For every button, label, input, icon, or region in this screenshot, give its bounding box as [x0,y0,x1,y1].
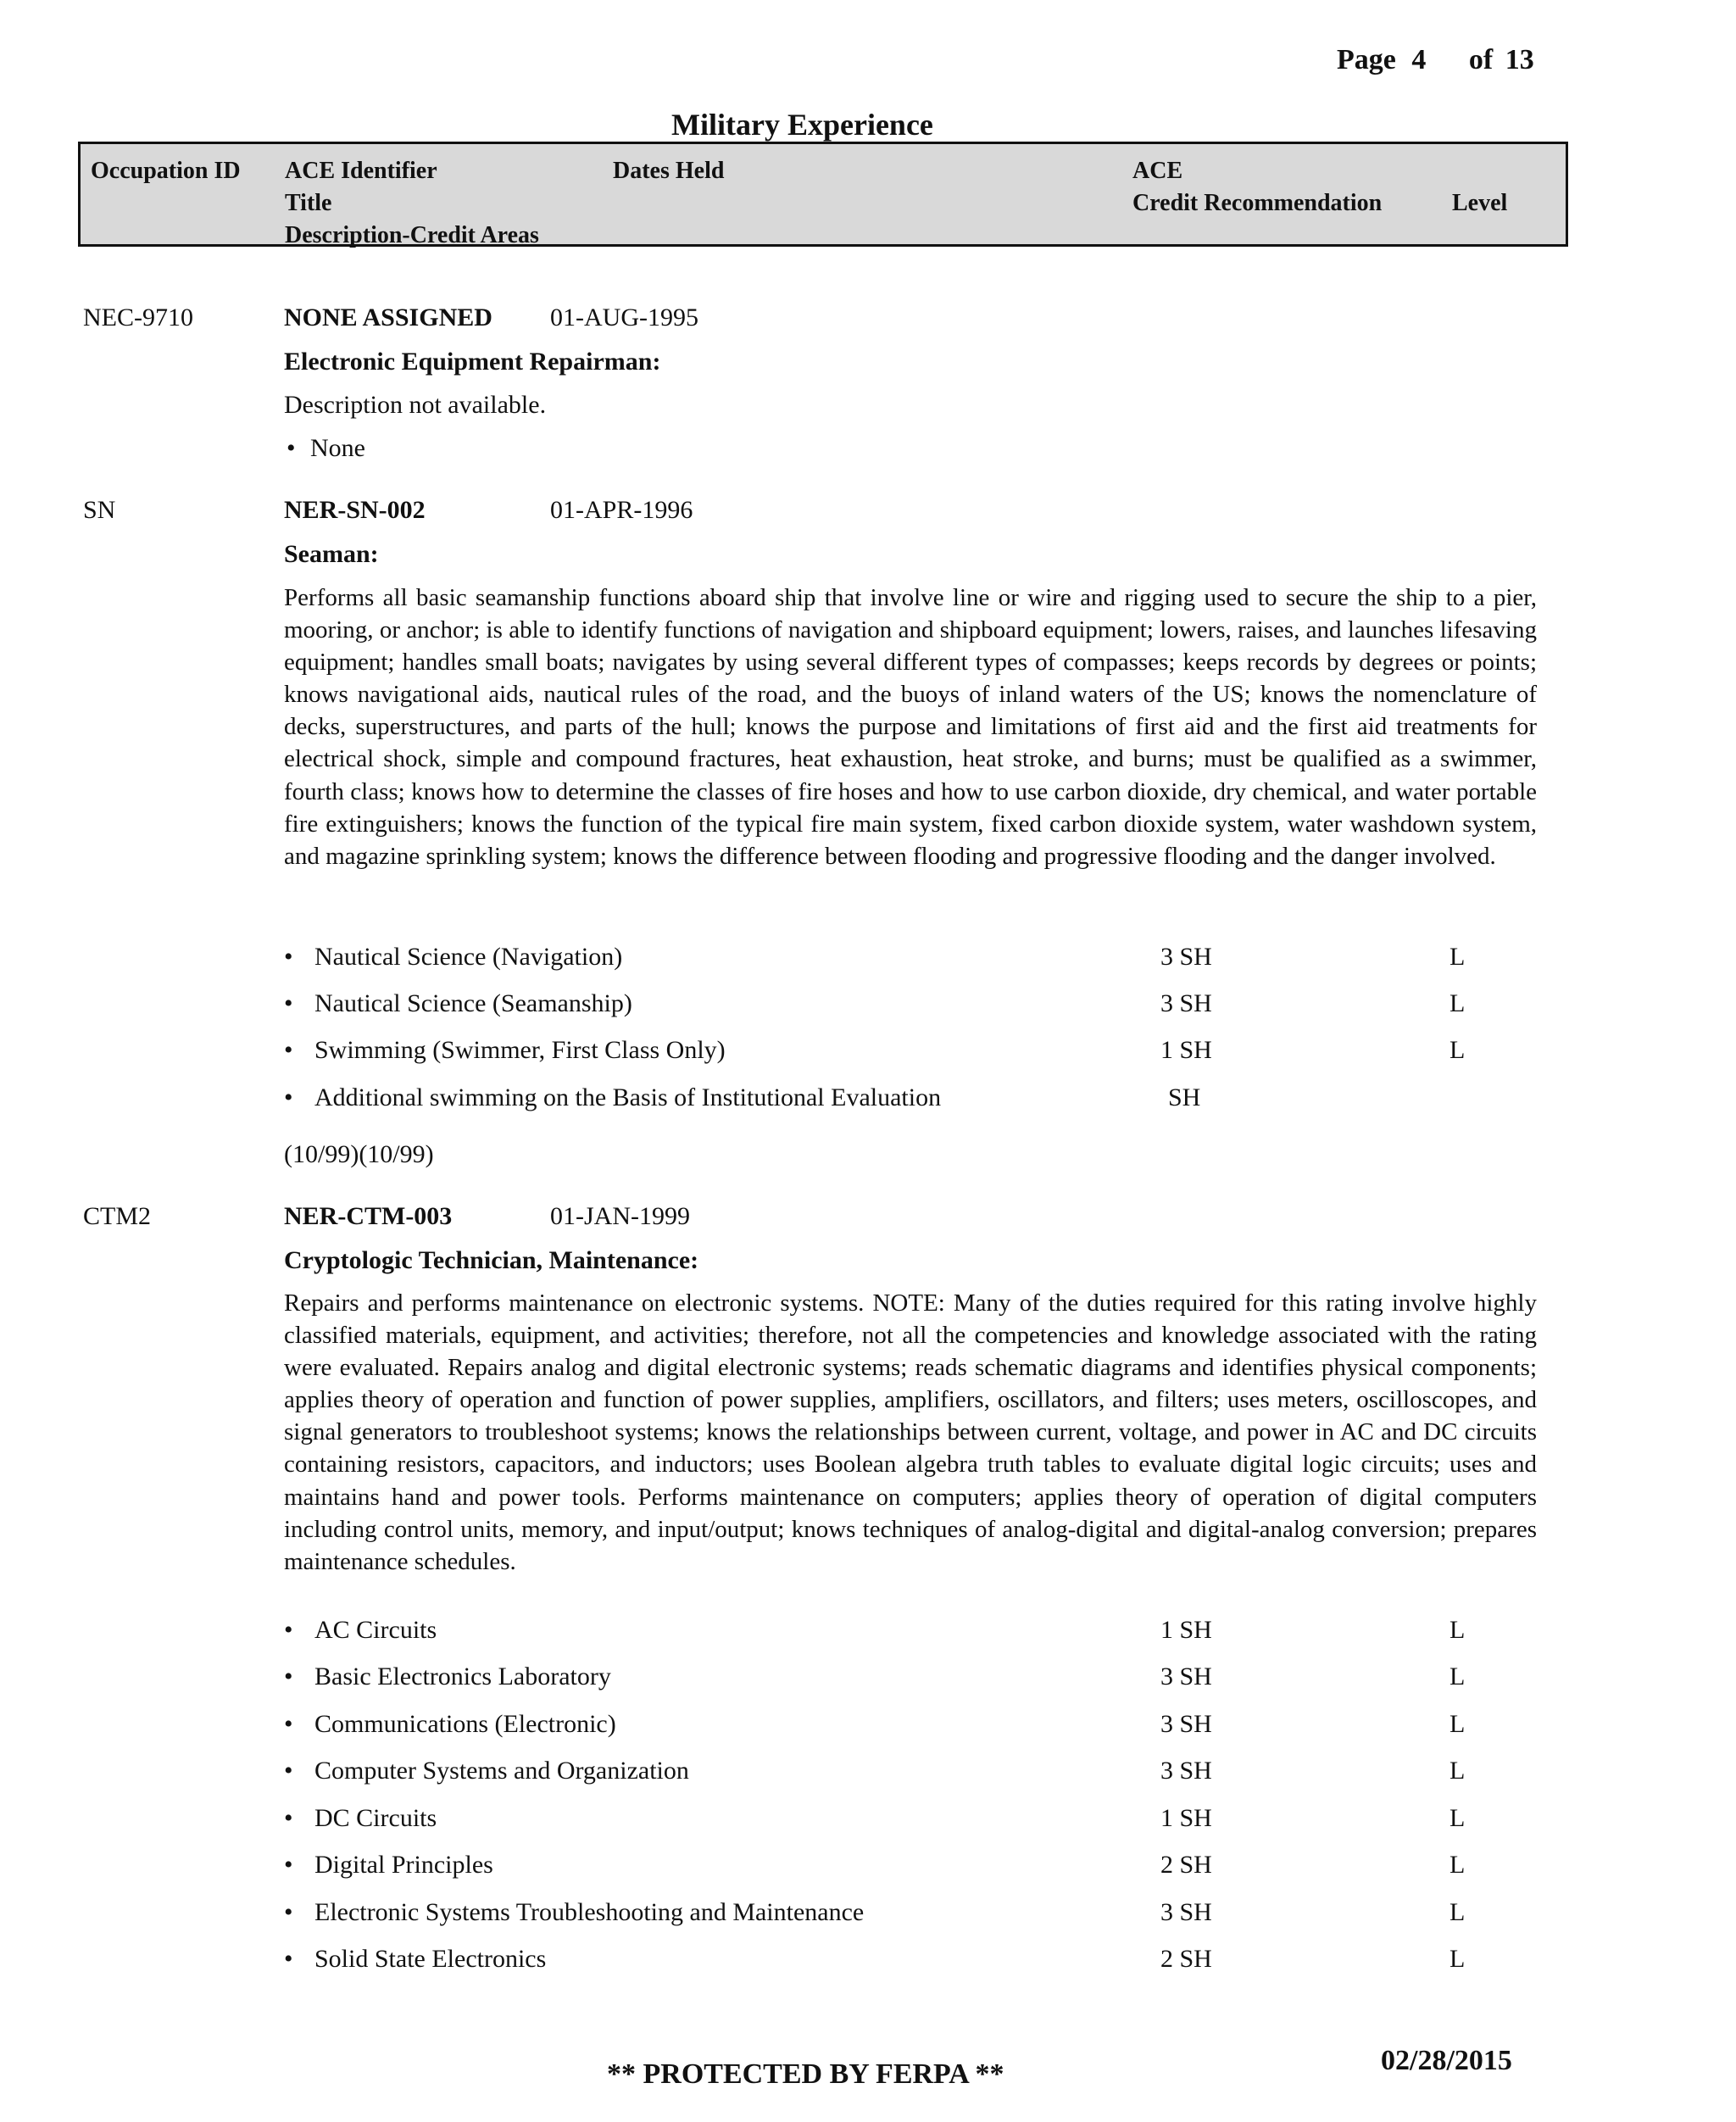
bullet-dot: • [284,943,293,971]
header-level: Level [1452,190,1508,216]
page-label: Page [1337,44,1396,75]
date-held: 01-APR-1996 [550,496,693,524]
header-title: Title [285,190,332,216]
bullet-dot: • [284,1710,293,1738]
occupation-id: SN [83,496,116,524]
credit-recommendation: 3 SH [1160,1663,1212,1690]
credit-area-name: Additional swimming on the Basis of Institutional Evaluation [314,1083,942,1111]
ace-identifier: NER-SN-002 [284,496,426,524]
occupation-title: Seaman: [284,540,379,568]
credit-area-row [284,943,1555,977]
credit-recommendation: 1 SH [1160,1036,1212,1064]
page-of-label: of [1468,44,1494,75]
occupation-title: Electronic Equipment Repairman: [284,348,661,376]
credit-area-name: AC Circuits [314,1616,437,1644]
credit-recommendation: 3 SH [1160,1710,1212,1738]
credit-level: L [1449,1945,1466,1973]
ace-identifier: NONE ASSIGNED [284,304,492,331]
header-occupation-id: Occupation ID [91,158,241,184]
bullet-dot: • [284,1036,293,1064]
credit-level: L [1449,1851,1466,1879]
credit-area-name: Communications (Electronic) [314,1710,616,1738]
credit-area-name: Digital Principles [314,1851,493,1879]
credit-area-row [284,1663,1555,1696]
credit-level: L [1449,1804,1466,1832]
credit-level: L [1449,943,1466,971]
bullet-dot: • [284,1898,293,1926]
description: Performs all basic seamanship functions aboard ship that involve line or wire and rigging used to secure the ship to a pier, mooring, or anchor; is able to identify functions of navigation and shipboard equipment; lowers, raises, and launches lifesaving equipment; handles small boats; navigates by using several different types of compasses; keeps records by degrees or points; knows navigational aids, nautical rules of the road, and the buoys of inland waters of the US; knows the nomenclature of decks, superstructures, and parts of the hull; knows the purpose and limitations of first aid and the first aid treatments for electrical shock, simple and compound fractures, heat exhaustion, heat stroke, and burns; must be qualified as a swimmer, fourth class; knows how to determine the classes of fire hoses and how to use carbon dioxide, dry chemical, and water portable fire extinguishers; knows the function of the typical fire main system, fixed carbon dioxide system, water washdown system, and magazine sprinkling system; knows the difference between flooding and progressive flooding and the danger involved. [284,584,1537,870]
bullet-dot: • [284,1804,293,1832]
credit-area-name: Computer Systems and Organization [314,1757,689,1785]
credit-area-row [284,989,1555,1023]
footnote: (10/99)(10/99) [284,1140,434,1168]
footer-date: 02/28/2015 [1381,2045,1512,2076]
credit-area-row [284,1757,1555,1791]
credit-area-name: Nautical Science (Seamanship) [314,989,632,1017]
occupation-title: Cryptologic Technician, Maintenance: [284,1246,699,1274]
credit-recommendation: SH [1168,1083,1201,1111]
bullet-dot: • [284,1083,293,1111]
credit-level: L [1449,1663,1466,1690]
credit-level: L [1449,1616,1466,1644]
credit-recommendation: 1 SH [1160,1616,1212,1644]
page-title: Military Experience [671,108,933,142]
header-description: Description-Credit Areas [285,222,539,248]
credit-level: L [1449,989,1466,1017]
header-credit-recommendation: Credit Recommendation [1132,190,1383,216]
credit-area-row [284,1851,1555,1885]
header-dates-held: Dates Held [613,158,725,184]
credit-recommendation: 3 SH [1160,1757,1212,1785]
credit-area-name: None [310,434,365,462]
credit-recommendation: 2 SH [1160,1945,1212,1973]
credit-area-row [284,1945,1555,1979]
bullet-dot: • [287,434,296,462]
column-header-box [78,142,1568,247]
credit-area-row [284,1804,1555,1838]
credit-area-name: DC Circuits [314,1804,437,1832]
credit-recommendation: 1 SH [1160,1804,1212,1832]
bullet-dot: • [284,1945,293,1973]
credit-level: L [1449,1757,1466,1785]
credit-area-row [284,1036,1555,1070]
page-number: 4 [1411,44,1427,75]
credit-area-name: Basic Electronics Laboratory [314,1663,611,1690]
credit-recommendation: 3 SH [1160,943,1212,971]
credit-area-row [284,1616,1555,1650]
header-ace: ACE [1132,158,1183,184]
credit-level: L [1449,1898,1466,1926]
credit-area-name: Solid State Electronics [314,1945,547,1973]
ace-identifier: NER-CTM-003 [284,1202,453,1230]
credit-recommendation: 3 SH [1160,989,1212,1017]
credit-area-name: Swimming (Swimmer, First Class Only) [314,1036,726,1064]
header-ace-identifier: ACE Identifier [285,158,437,184]
bullet-dot: • [284,1663,293,1690]
bullet-dot: • [284,1757,293,1785]
credit-recommendation: 2 SH [1160,1851,1212,1879]
credit-recommendation: 3 SH [1160,1898,1212,1926]
credit-area-row [284,1083,1555,1117]
occupation-id: NEC-9710 [83,304,193,331]
bullet-dot: • [284,989,293,1017]
description: Repairs and performs maintenance on electronic systems. NOTE: Many of the duties required for this rating involve highly classified materials, equipment, and activities; therefore, not all the competencies and knowledge associated with the rating were evaluated. Repairs analog and digital electronic systems; reads schematic diagrams and identifies physical components; applies theory of operation and function of power supplies, amplifiers, oscillators, and filters; uses meters, oscilloscopes, and signal generators to troubleshoot systems; knows the relationships between current, voltage, and power in AC and DC circuits containing resistors, capacitors, and inductors; uses Boolean algebra truth tables to evaluate digital logic circuits; uses and maintains hand and power tools. Performs maintenance on computers; applies theory of operation of digital computers including control units, memory, and input/output; knows techniques of analog-digital and digital-analog conversion; prepares maintenance schedules. [284,1289,1537,1575]
credit-area-row [284,1898,1555,1932]
date-held: 01-AUG-1995 [550,304,698,331]
bullet-dot: • [284,1851,293,1879]
credit-area-row [284,1710,1555,1744]
bullet-dot: • [284,1616,293,1644]
date-held: 01-JAN-1999 [550,1202,690,1230]
credit-level: L [1449,1036,1466,1064]
credit-area-name: Electronic Systems Troubleshooting and Maintenance [314,1898,865,1926]
ferpa-notice: ** PROTECTED BY FERPA ** [607,2058,1004,2090]
credit-level: L [1449,1710,1466,1738]
occupation-id: CTM2 [83,1202,152,1230]
credit-area-name: Nautical Science (Navigation) [314,943,623,971]
page-indicator [1337,44,1534,76]
page-total: 13 [1505,44,1534,75]
description: Description not available. [284,391,547,419]
